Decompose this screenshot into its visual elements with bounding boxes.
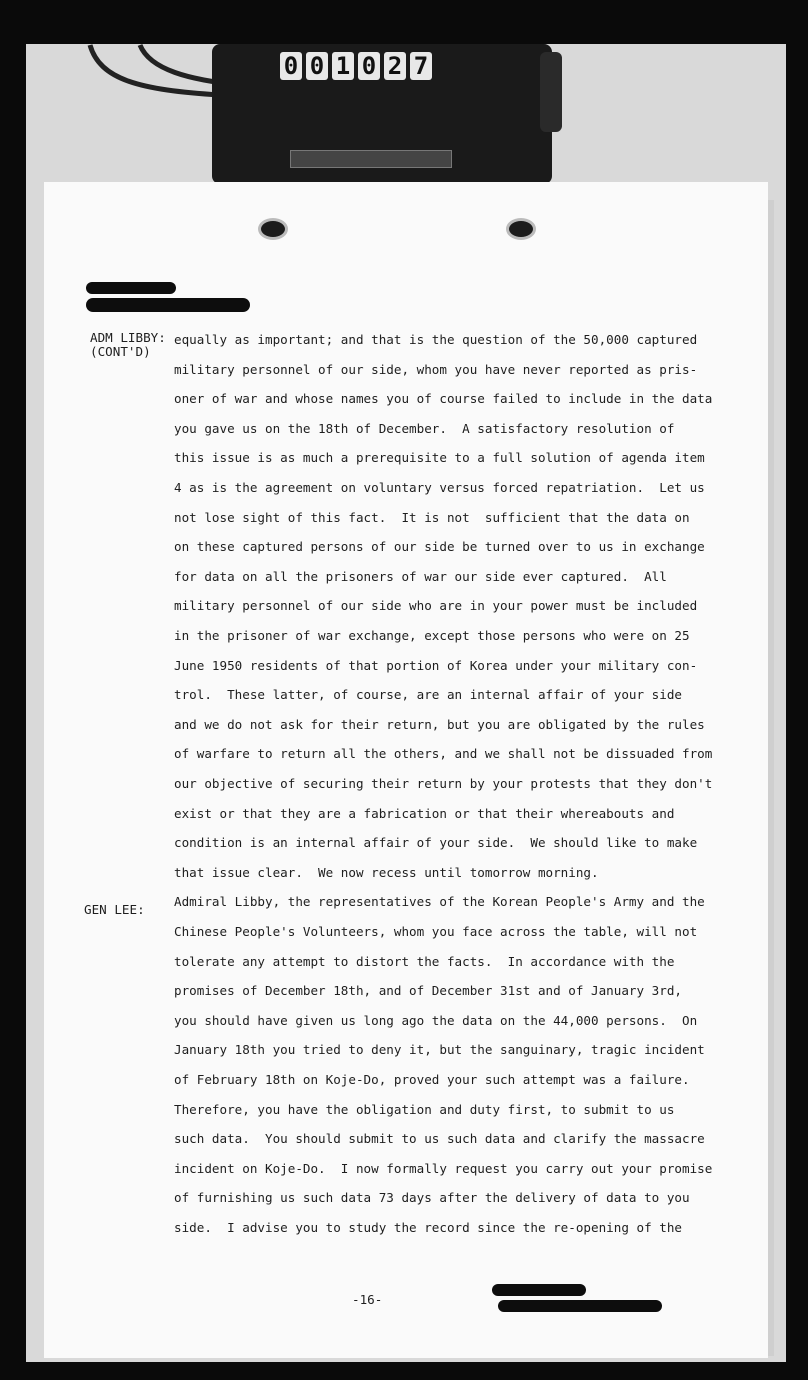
text-line: of furnishing us such data 73 days after the delivery of data to you: [174, 1190, 690, 1206]
speaker-continued: (CONT'D): [90, 344, 151, 359]
page-number: -16-: [352, 1292, 383, 1307]
redaction-bar: [498, 1300, 662, 1312]
text-line: Chinese People's Volunteers, whom you face across the table, will not: [174, 924, 698, 939]
text-line: oner of war and whose names you of course failed to include in the data: [174, 391, 713, 407]
text-line: 4 as is the agreement on voluntary versus forced repatriation. Let us: [174, 480, 705, 495]
text-line: you gave us on the 18th of December. A satisfactory resolution of: [174, 420, 675, 436]
text-line: not lose sight of this fact. It is not sufficient that the data on: [174, 509, 690, 525]
text-line: and we do not ask for their return, but you are obligated by the rules: [174, 716, 705, 732]
counter-digit: 2: [384, 52, 406, 80]
text-line: of warfare to return all the others, and we shall not be dissuaded from: [174, 746, 713, 762]
text-line: of February 18th on Koje-Do, proved your such attempt was a failure.: [174, 1072, 690, 1087]
text-line: Admiral Libby, the representatives of the Korean People's Army and the: [174, 894, 705, 910]
text-line: you should have given us long ago the data on the 44,000 persons. On: [174, 1012, 698, 1028]
counter-digit: 0: [306, 52, 328, 80]
text-line: this issue is as much a prerequisite to a full solution of agenda item: [174, 450, 705, 466]
counter-digit: 0: [358, 52, 380, 80]
text-line: exist or that they are a fabrication or that their whereabouts and: [174, 805, 675, 821]
text-line: for data on all the prisoners of war our side ever captured. All: [174, 568, 667, 584]
text-line: on these captured persons of our side be turned over to us in exchange: [174, 539, 705, 555]
punch-hole: [506, 218, 536, 240]
counter-slot: [290, 150, 452, 168]
punch-hole: [258, 218, 288, 240]
text-line: our objective of securing their return by your protests that they don't: [174, 776, 713, 791]
text-line: condition is an internal affair of your side. We should like to make: [174, 835, 698, 851]
text-line: trol. These latter, of course, are an internal affair of your side: [174, 687, 682, 703]
text-line: in the prisoner of war exchange, except those persons who were on 25: [174, 628, 690, 643]
text-line: equally as important; and that is the question of the 50,000 captured: [174, 332, 698, 347]
counter-digit: 0: [280, 52, 302, 80]
text-line: side. I advise you to study the record since the re-opening of the: [174, 1220, 682, 1235]
text-line: June 1950 residents of that portion of Korea under your military con-: [174, 657, 698, 673]
speaker-label: ADM LIBBY:: [90, 330, 166, 345]
counter-knob: [540, 52, 562, 132]
text-line: tolerate any attempt to distort the facts. In accordance with the: [174, 953, 675, 969]
text-line: promises of December 18th, and of December 31st and of January 3rd,: [174, 983, 682, 999]
text-line: military personnel of our side who are in your power must be included: [174, 598, 698, 614]
redaction-bar: [492, 1284, 586, 1296]
text-line: military personnel of our side, whom you have never reported as pris-: [174, 361, 698, 377]
speaker-label: GEN LEE:: [84, 902, 145, 917]
redaction-bar: [86, 298, 250, 312]
document-page: [44, 182, 768, 1358]
text-line: incident on Koje-Do. I now formally request you carry out your promise: [174, 1160, 713, 1176]
text-line: January 18th you tried to deny it, but the sanguinary, tragic incident: [174, 1042, 705, 1058]
counter-digit: 7: [410, 52, 432, 80]
text-line: such data. You should submit to us such data and clarify the massacre: [174, 1131, 705, 1147]
text-line: that issue clear. We now recess until tomorrow morning.: [174, 864, 599, 880]
counter-display: [280, 52, 470, 82]
text-line: Therefore, you have the obligation and duty first, to submit to us: [174, 1101, 675, 1117]
redaction-bar: [86, 282, 176, 294]
counter-digit: 1: [332, 52, 354, 80]
